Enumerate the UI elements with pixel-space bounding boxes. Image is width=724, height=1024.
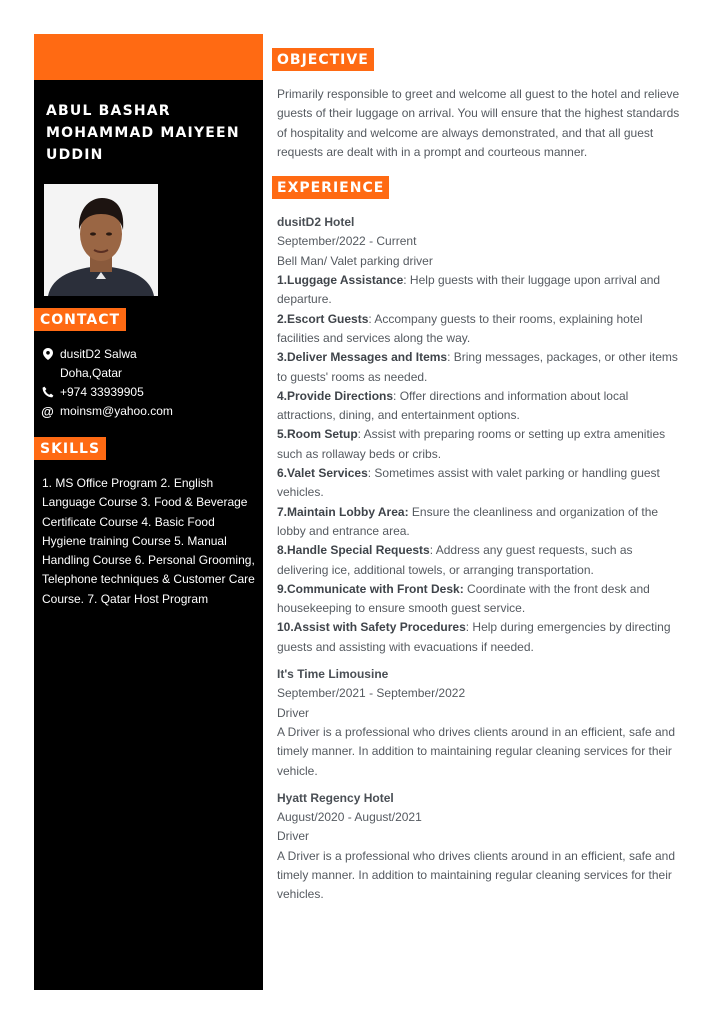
job-description: A Driver is a professional who drives clients around in an efficient, safe and timely manner. In addition to maintaining regular cleaning services for their vehicles. [277, 848, 675, 902]
job-company: dusitD2 Hotel [277, 215, 355, 230]
contact-phone [40, 383, 263, 402]
duty-item [277, 503, 683, 542]
experience-heading: EXPERIENCE [272, 176, 389, 199]
sidebar-accent-bar [34, 34, 263, 80]
duty-text: Coordinate with the front desk and housekeeping to ensure smooth guest service. [277, 581, 650, 616]
duty-text: : Address any guest requests, such as delivering ice, additional towels, or arranging transportation. [277, 543, 633, 577]
duty-title: 4.Provide Directions [277, 388, 394, 403]
duty-title: 2.Escort Guests [277, 311, 369, 326]
job-description: A Driver is a professional who drives clients around in an efficient, safe and timely manner. In addition to maintaining regular cleaning services for their vehicle. [277, 724, 675, 778]
duty-item [277, 387, 683, 426]
job-role: Driver [277, 829, 309, 844]
job-entry [277, 213, 683, 657]
contact-heading: CONTACT [34, 308, 126, 331]
duty-text: : Offer directions and information about local attractions, dining, and entertainment options. [277, 388, 629, 423]
duty-title: 3.Deliver Messages and Items [277, 350, 448, 365]
phone-icon [40, 383, 55, 398]
phone-number[interactable]: +974 33939905 [60, 385, 144, 399]
job-company: It's Time Limousine [277, 667, 389, 682]
job-entry [277, 665, 683, 781]
duty-item [277, 580, 683, 619]
job-role: Driver [277, 705, 309, 720]
at-sign-icon: @ [41, 404, 54, 419]
skills-heading: SKILLS [34, 437, 106, 460]
duty-item [277, 425, 683, 464]
job-company: Hyatt Regency Hotel [277, 790, 394, 805]
duty-text: : Sometimes assist with valet parking or handling guest vehicles. [277, 466, 660, 500]
job-dates: September/2021 - September/2022 [277, 686, 466, 701]
duty-item [277, 464, 683, 503]
duty-text: : Assist with preparing rooms or setting up extra amenities such as rollaway beds or cribs. [277, 427, 666, 461]
profile-photo [44, 184, 158, 296]
objective-text: Primarily responsible to greet and welcome all guest to the hotel and relieve guests of their luggage on arrival. You will ensure that the highest standards of hospitality and welcome are always demonstrated, and that all guest requests are dealt with in a prompt and courteous manner. [277, 87, 680, 159]
duty-title: 7.Maintain Lobby Area: [277, 504, 409, 519]
main-content [277, 48, 683, 905]
job-role: Bell Man/ Valet parking driver [277, 253, 433, 268]
duty-item [277, 348, 683, 387]
address-line-2: Doha,Qatar [60, 366, 123, 380]
duty-item [277, 541, 683, 580]
contact-address [40, 345, 263, 383]
duty-title: 6.Valet Services [277, 466, 368, 481]
duty-item [277, 271, 683, 310]
duty-text: : Help during emergencies by directing guests and assisting with evacuations if needed. [277, 620, 671, 654]
sidebar [34, 34, 263, 990]
contact-email [40, 402, 263, 421]
duty-text: : Help guests with their luggage upon arrival and departure. [277, 273, 661, 307]
address-line-1: dusitD2 Salwa [60, 347, 137, 361]
portrait-illustration [44, 184, 158, 296]
job-entry [277, 789, 683, 905]
duty-item [277, 310, 683, 349]
duty-title: 10.Assist with Safety Procedures [277, 620, 466, 635]
duty-title: 9.Communicate with Front Desk: [277, 581, 464, 596]
contact-list [40, 345, 263, 421]
job-dates: August/2020 - August/2021 [277, 810, 422, 825]
duty-text: Ensure the cleanliness and organization of the lobby and entrance area. [277, 504, 659, 538]
email-address[interactable]: moinsm@yahoo.com [60, 404, 173, 418]
duty-title: 8.Handle Special Requests [277, 543, 430, 558]
duty-text: : Accompany guests to their rooms, explaining hotel facilities and services along the way. [277, 311, 643, 345]
duty-title: 1.Luggage Assistance [277, 273, 404, 288]
location-pin-icon [40, 345, 55, 360]
duty-text: : Bring messages, packages, or other items to guests' rooms as needed. [277, 350, 678, 384]
duty-title: 5.Room Setup [277, 427, 358, 442]
skills-text: 1. MS Office Program 2. English Language Course 3. Food & Beverage Certificate Course 4. Basic Food Hygiene training Course 5. Manual Handling Course 6. Personal Grooming, Telephone techniques & Customer Care Course. 7. Qatar Host Program [42, 476, 255, 606]
duty-item [277, 618, 683, 657]
job-dates: September/2022 - Current [277, 234, 417, 249]
person-name: ABUL BASHAR MOHAMMAD MAIYEEN UDDIN [46, 103, 240, 163]
objective-heading: OBJECTIVE [272, 48, 374, 71]
